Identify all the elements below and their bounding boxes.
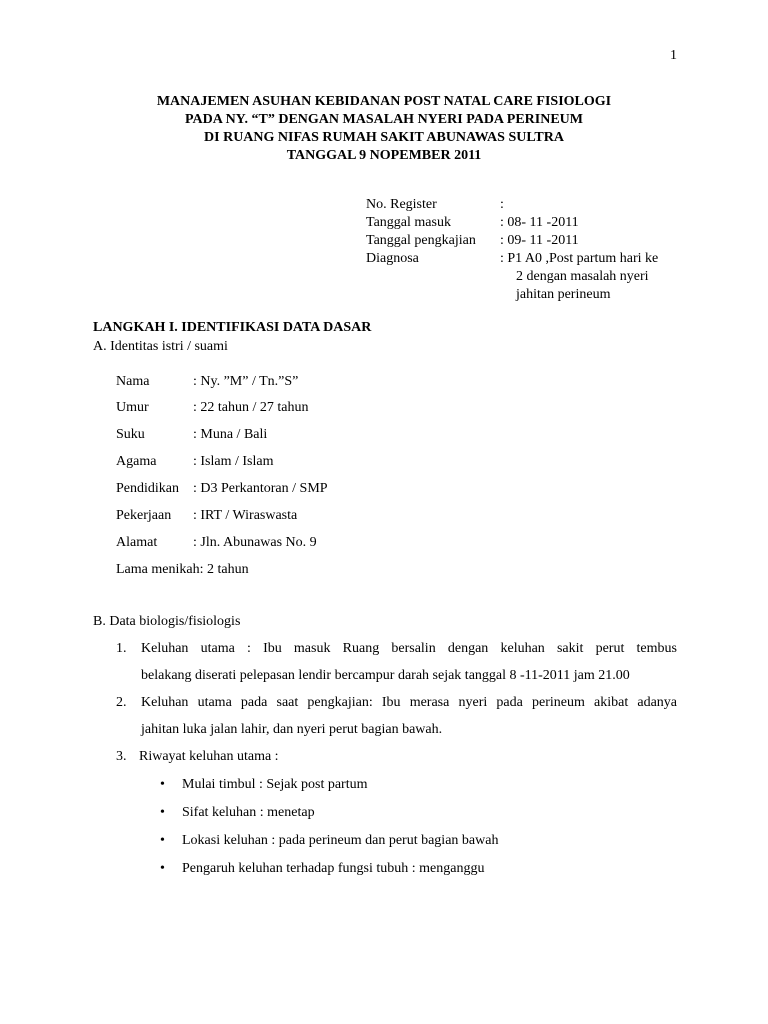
bullet-item: Pengaruh keluhan terhadap fungsi tubuh : menganggu (182, 861, 485, 876)
list-item-text: jahitan luka jalan lahir, dan nyeri perut bagian bawah. (141, 722, 443, 737)
diagnosa-value-line: : P1 A0 ,Post partum hari ke (500, 251, 659, 266)
no-register-value: : (500, 197, 504, 212)
list-item-text: belakang diserati pelepasan lendir bercampur darah sejak tanggal 8 -11-2011 jam 21.00 (141, 668, 630, 683)
list-number: 2. (116, 695, 127, 710)
list-number: 1. (116, 641, 127, 656)
identity-label: Suku (116, 427, 145, 442)
page-number: 1 (670, 48, 677, 63)
list-item-text: Riwayat keluhan utama : (139, 749, 279, 764)
identity-label: Pekerjaan (116, 508, 172, 523)
identity-label: Alamat (116, 535, 158, 550)
diagnosa-label: Diagnosa (366, 251, 419, 266)
identity-label: Umur (116, 400, 149, 415)
title-line: MANAJEMEN ASUHAN KEBIDANAN POST NATAL CARE FISIOLOGI (156, 94, 612, 109)
no-register-label: No. Register (366, 197, 437, 212)
title-line: TANGGAL 9 NOPEMBER 2011 (286, 148, 482, 163)
section-a-heading: A. Identitas istri / suami (93, 339, 228, 354)
bullet-item: Mulai timbul : Sejak post partum (182, 777, 368, 792)
list-item-text: Keluhan utama : Ibu masuk Ruang bersalin dengan keluhan sakit perut tembus (141, 641, 677, 656)
identity-value: : IRT / Wiraswasta (193, 508, 298, 523)
identity-label: Nama (116, 374, 150, 389)
bullet-icon: • (160, 777, 165, 792)
identity-value: : D3 Perkantoran / SMP (193, 481, 328, 496)
tanggal-pengkajian-value: : 09- 11 -2011 (500, 233, 579, 248)
bullet-item: Sifat keluhan : menetap (182, 805, 315, 820)
title-line: PADA NY. “T” DENGAN MASALAH NYERI PADA PERINEUM (185, 112, 583, 127)
identity-value: : Muna / Bali (193, 427, 268, 442)
bullet-icon: • (160, 833, 165, 848)
document-title (0, 93, 768, 165)
tanggal-masuk-value: : 08- 11 -2011 (500, 215, 579, 230)
list-item-text: Keluhan utama pada saat pengkajian: Ibu merasa nyeri pada perineum akibat adanya (141, 695, 677, 710)
lama-menikah: Lama menikah: 2 tahun (116, 562, 249, 577)
identity-value: : Jln. Abunawas No. 9 (193, 535, 317, 550)
identity-value: : Islam / Islam (193, 454, 274, 469)
bullet-item: Lokasi keluhan : pada perineum dan perut bagian bawah (182, 833, 499, 848)
identity-label: Agama (116, 454, 157, 469)
identity-label: Pendidikan (116, 481, 179, 496)
tanggal-pengkajian-label: Tanggal pengkajian (366, 233, 476, 248)
title-line: DI RUANG NIFAS RUMAH SAKIT ABUNAWAS SULTRA (204, 130, 564, 145)
bullet-icon: • (160, 805, 165, 820)
tanggal-masuk-label: Tanggal masuk (366, 215, 451, 230)
diagnosa-value-line: jahitan perineum (516, 287, 611, 302)
identity-value: : Ny. ”M” / Tn.”S” (193, 374, 299, 389)
section-heading: LANGKAH I. IDENTIFIKASI DATA DASAR (93, 320, 372, 335)
list-number: 3. (116, 749, 127, 764)
section-b-heading: B. Data biologis/fisiologis (93, 614, 241, 629)
diagnosa-value-line: 2 dengan masalah nyeri (516, 269, 649, 284)
identity-value: : 22 tahun / 27 tahun (193, 400, 309, 415)
bullet-icon: • (160, 861, 165, 876)
